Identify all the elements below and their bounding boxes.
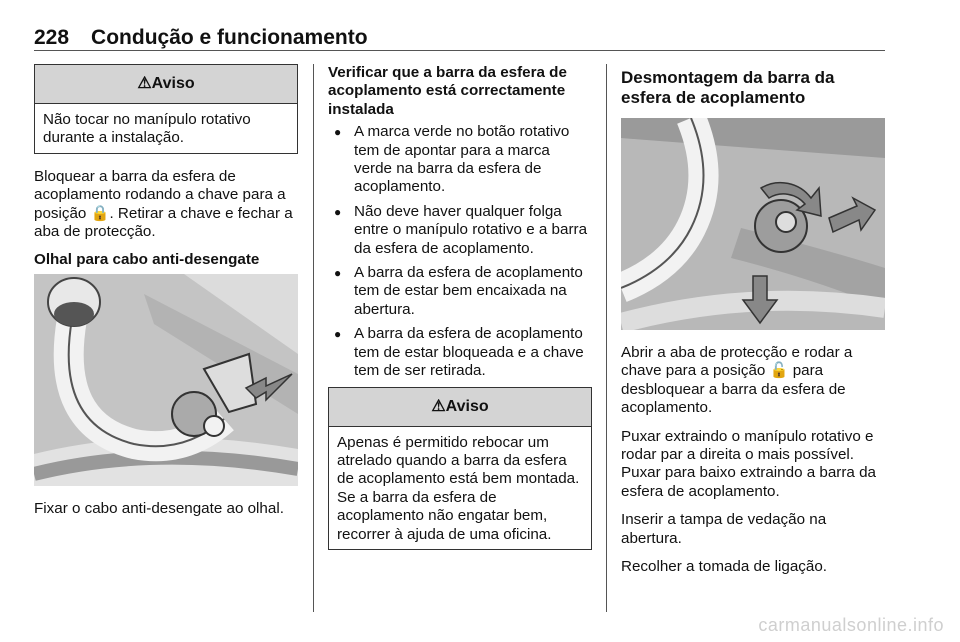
list-item: ● Não deve haver qualquer folga entre o manípulo rotativo e a barra da esfera de acoplamento. — [328, 203, 592, 258]
towbar-eyelet-illustration — [34, 274, 298, 486]
column-3 — [621, 64, 885, 586]
header-rule — [34, 50, 885, 51]
watermark: carmanualsonline.info — [758, 615, 944, 635]
warning-triangle-icon: ⚠ — [431, 397, 446, 415]
column-1 — [34, 64, 298, 528]
paragraph: Abrir a aba de protecção e rodar a chave para a posição 🔓 para desbloquear a barra da esfera de acoplamento. — [621, 344, 853, 417]
towbar-removal-illustration — [621, 118, 885, 330]
warning-header — [329, 388, 591, 427]
page-title: Condução e funcionamento — [91, 26, 368, 49]
column-divider-2 — [606, 64, 607, 612]
warning-box — [34, 64, 298, 154]
paragraph: Recolher a tomada de ligação. — [621, 558, 828, 576]
warning-text: Apenas é permitido rebocar um atrelado quando a barra da esfera de acoplamento está bem montada. Se a barra da esfera de acoplamento não engatar bem, recorrer à ajuda de uma oficina. — [337, 433, 580, 543]
column-divider-1 — [313, 64, 314, 612]
section-heading: Desmontagem da barra da esfera de acoplamento — [621, 68, 835, 107]
warning-title: Aviso — [445, 397, 489, 415]
warning-box — [328, 387, 592, 550]
section-heading: Verificar que a barra da esfera de acoplamento está correctamente instalada — [328, 64, 567, 118]
warning-header — [35, 65, 297, 104]
paragraph: Inserir a tampa de vedação na abertura. — [621, 511, 827, 547]
page-number: 228 — [34, 26, 70, 49]
list-item: ● A barra da esfera de acoplamento tem de estar bem encaixada na abertura. — [328, 264, 592, 319]
paragraph: Puxar extraindo o manípulo rotativo e rodar par a direita o mais possível. Puxar para baixo extraindo a barra da esfera de acoplamento. — [621, 427, 876, 500]
warning-triangle-icon: ⚠ — [137, 75, 152, 92]
column-2 — [328, 64, 592, 564]
page-header — [34, 26, 368, 50]
checklist — [328, 123, 592, 380]
list-item: ● A marca verde no botão rotativo tem de apontar para a marca verde na barra da esfera de acoplamento. — [328, 123, 592, 197]
figure-caption: Fixar o cabo anti-desengate ao olhal. — [34, 499, 284, 517]
list-item: ● A barra da esfera de acoplamento tem de estar bloqueada e a chave tem de ser retirada. — [328, 325, 592, 380]
paragraph: Bloquear a barra da esfera de acoplamento rodando a chave para a posição 🔒. Retirar a chave e fechar a aba de protecção. — [34, 167, 293, 241]
warning-title: Aviso — [151, 75, 195, 92]
section-heading: Olhal para cabo anti-desengate — [34, 251, 260, 269]
warning-text: Não tocar no manípulo rotativo durante a instalação. — [43, 111, 251, 147]
